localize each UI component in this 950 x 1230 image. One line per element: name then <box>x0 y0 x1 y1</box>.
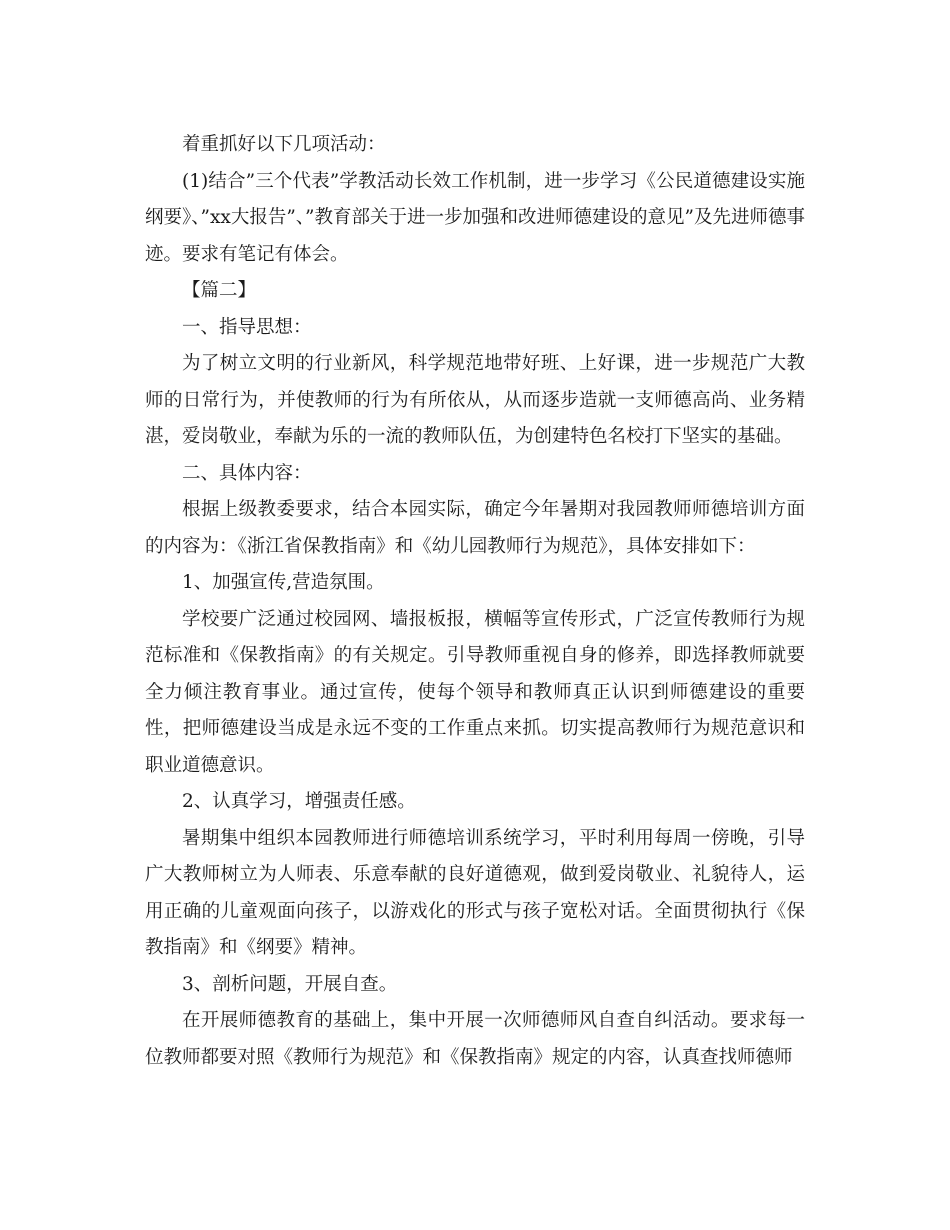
heading-item-2: 2、认真学习，增强责任感。 <box>182 791 416 812</box>
heading-guiding-thought: 一、指导思想： <box>182 316 312 338</box>
paragraph-item-1: 学校要广泛通过校园网、墙报板报，横幅等宣传形式，广泛宣传教师行为规范标准和《保教指南》的有关规定。引导教师重视自身的修养，即选择教师就要全力倾注教育事业。通过宣传，使每个领导和教师真正认识到师德建设的重要性，把师德建设当成是永远不变的工作重点来抓。切实提高教师行为规范意识和职业道德意识。 <box>145 608 805 776</box>
paragraph-guiding-thought: 为了树立文明的行业新风，科学规范地带好班、上好课，进一步规范广大教师的日常行为，并使教师的行为有所依从，从而逐步造就一支师德高尚、业务精湛，爱岗敬业，奉献为乐的一流的教师队伍，为创建特色名校打下坚实的基础。 <box>145 353 805 447</box>
paragraph-specific-content: 根据上级教委要求，结合本园实际，确定今年暑期对我园教师师德培训方面的内容为：《浙江省保教指南》和《幼儿园教师行为规范》，具体安排如下： <box>145 499 805 557</box>
section-tag-part-two: 【篇二】 <box>182 280 257 301</box>
paragraph-activity-1: (1)结合”三个代表”学教活动长效工作机制，进一步学习《公民道德建设实施纲要》、”xx大报告”、”教育部关于进一步加强和改进师德建设的意见”及先进师德事迹。要求有笔记有体会。 <box>145 170 805 265</box>
paragraph-intro: 着重抓好以下几项活动： <box>182 134 386 155</box>
heading-item-1: 1、加强宣传,营造氛围。 <box>182 572 385 593</box>
paragraph-item-3: 在开展师德教育的基础上，集中开展一次师德师风自查自纠活动。要求每一位教师都要对照《教师行为规范》和《保教指南》规定的内容，认真查找师德师 <box>145 1010 805 1068</box>
heading-specific-content: 二、具体内容： <box>182 462 312 484</box>
heading-item-3: 3、剖析问题，开展自查。 <box>182 973 398 995</box>
paragraph-item-2: 暑期集中组织本园教师进行师德培训系统学习，平时利用每周一傍晚，引导广大教师树立为人师表、乐意奉献的良好道德观，做到爱岗敬业、礼貌待人，运用正确的儿童观面向孩子，以游戏化的形式与孩子宽松对话。全面贯彻执行《保教指南》和《纲要》精神。 <box>145 827 805 958</box>
document-body <box>145 127 805 1076</box>
